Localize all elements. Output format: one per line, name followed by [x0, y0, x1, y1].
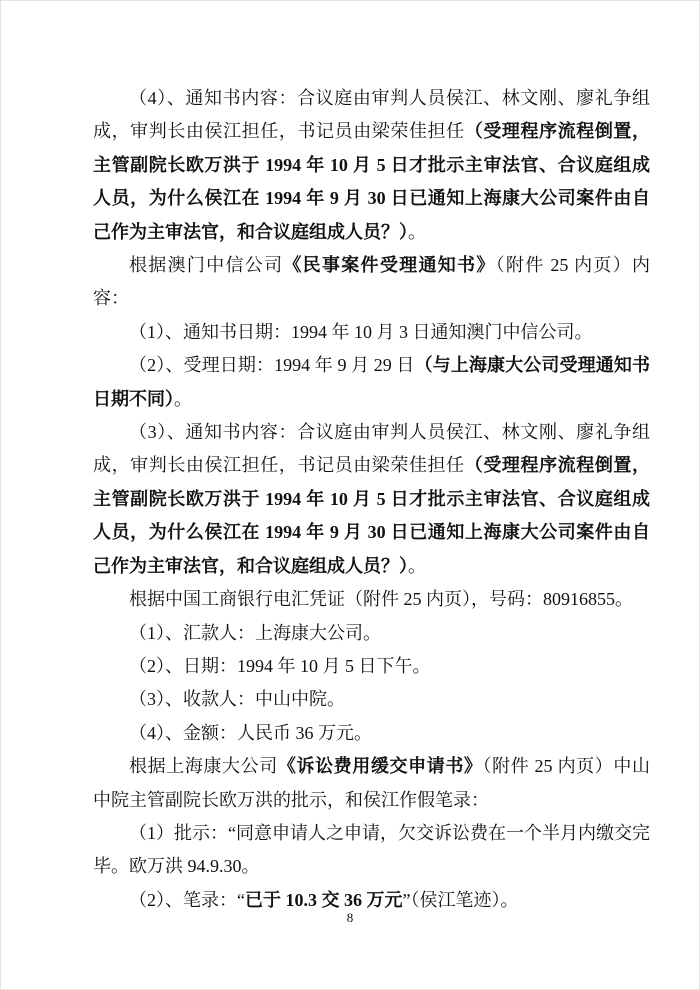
document-body [93, 82, 650, 917]
text-run: 。 [408, 555, 426, 576]
text-run: （3）、收款人：中山中院。 [129, 689, 345, 710]
paragraph [93, 349, 650, 416]
text-run-bold: （受理程序流程倒置，主管副院长欧万洪于 1994 年 10 月 5 日才批示主审法官、合议庭组成人员，为什么侯江在 1994 年 9 月 30 日已通知上海康大公司案件由自己作为主审法官，和合议庭组成人员？） [93, 455, 651, 576]
text-run: ”（侯江笔迹）。 [402, 889, 519, 910]
paragraph [93, 717, 650, 750]
text-run-bold: （受理程序流程倒置，主管副院长欧万洪于 1994 年 10 月 5 日才批示主审法官、合议庭组成人员，为什么侯江在 1994 年 9 月 30 日已通知上海康大公司案件由自己作为主审法官，和合议庭组成人员？） [93, 121, 651, 242]
text-run: （3）、通知书内容：合议庭由审判人员侯江、林文刚、廖礼争组成，审判长由侯江担任，书记员由梁荣佳担任 [93, 422, 650, 476]
text-run: （附件 25 内页）内容： [93, 255, 651, 309]
text-run: （1）、汇款人：上海康大公司。 [129, 622, 381, 643]
text-run: （附件 25 内页）中山中院主管副院长欧万洪的批示，和侯江作假笔录： [93, 756, 651, 810]
paragraph [93, 683, 650, 716]
text-run: 根据上海康大公司 [129, 756, 278, 777]
paragraph [93, 416, 650, 583]
paragraph [93, 650, 650, 683]
text-run: （2）、日期：1994 年 10 月 5 日下午。 [129, 655, 431, 676]
paragraph [93, 249, 650, 316]
paragraph [93, 316, 650, 349]
text-run-bold: 已于 10.3 交 36 万元 [245, 889, 403, 910]
text-run: 根据澳门中信公司 [129, 255, 284, 276]
paragraph [93, 750, 650, 817]
text-run: （4）、通知书内容：合议庭由审判人员侯江、林文刚、廖礼争组成，审判长由侯江担任，书记员由梁荣佳担任 [93, 88, 650, 142]
text-run: （2）、受理日期：1994 年 9 月 29 日 [129, 355, 415, 376]
paragraph [93, 82, 650, 249]
text-run: （1）、通知书日期：1994 年 10 月 3 日通知澳门中信公司。 [129, 321, 593, 342]
paragraph [93, 583, 650, 616]
text-run: （4）、金额：人民币 36 万元。 [129, 722, 372, 743]
text-run-bold: 《诉讼费用缓交申请书》 [277, 756, 483, 777]
paragraph [93, 817, 650, 884]
text-run: （2）、笔录：“ [129, 889, 245, 910]
text-run-bold: （与上海康大公司受理通知书日期不同） [93, 355, 651, 409]
text-run: 。 [174, 388, 192, 409]
text-run: （1）批示：“同意申请人之申请，欠交诉讼费在一个半月内缴交完毕。欧万洪 94.9.30。 [93, 822, 650, 877]
paragraph [93, 617, 650, 650]
page-number: 8 [346, 910, 354, 925]
text-run: 根据中国工商银行电汇凭证（附件 25 内页），号码：80916855。 [129, 589, 633, 610]
text-run: 。 [408, 221, 426, 242]
text-run-bold: 《民事案件受理通知书》 [283, 255, 496, 276]
